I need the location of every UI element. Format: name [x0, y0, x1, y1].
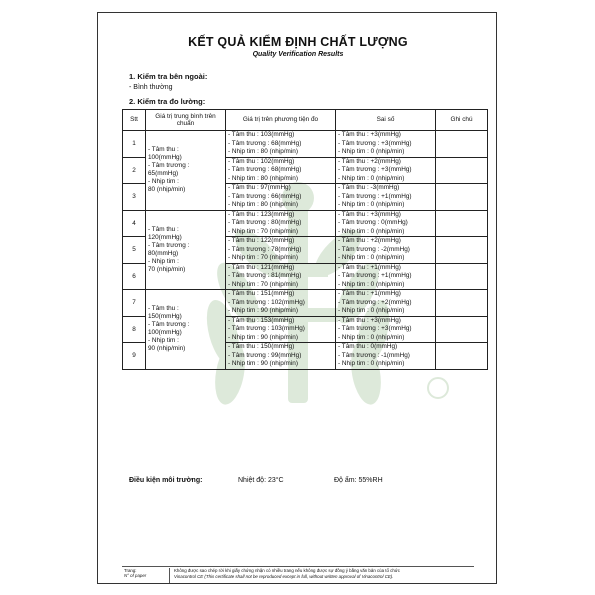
footer-page-label: Trang:: [124, 568, 137, 573]
measured-value-line: - Tâm trương : 68(mmHg): [228, 139, 302, 147]
error-value-line: - Tâm thu : 0(mmHg): [338, 343, 398, 350]
reference-value-cell: [146, 131, 226, 211]
measured-value-line: - Nhịp tim : 80 (nhịp/min): [228, 201, 298, 208]
measured-value-cell: [226, 316, 336, 343]
error-value-cell: [336, 343, 436, 370]
row-stt: 3: [123, 184, 146, 211]
measured-value-line: - Tâm thu : 150(mmHg): [228, 343, 295, 350]
footer-notice-vi: Không được sao chép rời khi giấy chứng nhận có nhiều trang nếu không được sự đồng ý bằng văn bản của tổ chức: [174, 568, 400, 573]
measured-value-line: - Tâm thu : 122(mmHg): [228, 237, 295, 244]
measured-value-line: - Tâm thu : 102(mmHg): [228, 157, 295, 165]
section-measurement-check-heading: 2. Kiểm tra đo lường:: [129, 97, 206, 106]
results-table: [122, 109, 488, 370]
measured-value-line: - Tâm trương : 66(mmHg): [228, 192, 302, 200]
measured-value-line: - Nhịp tim : 80 (nhịp/min): [228, 174, 298, 182]
measured-value-line: - Tâm thu : 103(mmHg): [228, 131, 295, 138]
reference-value-line: 80(mmHg): [148, 249, 179, 257]
reference-value-line: - Tâm trương :: [148, 162, 190, 170]
row-stt: 7: [123, 290, 146, 317]
error-value-line: - Tâm thu : +2(mmHg): [338, 237, 401, 244]
measured-value-line: - Nhịp tim : 70 (nhịp/min): [228, 280, 298, 288]
measured-value-line: - Nhịp tim : 90 (nhịp/min): [228, 333, 298, 341]
error-value-line: - Nhịp tim : 0 (nhịp/min): [338, 360, 405, 367]
measured-value-line: - Nhịp tim : 90 (nhịp/min): [228, 307, 298, 314]
environment-humidity: Độ ẩm: 55%RH: [334, 477, 383, 484]
measured-value-cell: [226, 131, 336, 158]
error-value-line: - Tâm trương : -1(mmHg): [338, 351, 410, 359]
reference-value-line: - Tâm thu :: [148, 225, 179, 233]
reference-value-line: - Tâm thu :: [148, 146, 179, 154]
table-row: [123, 290, 488, 317]
measured-value-line: - Tâm thu : 97(mmHg): [228, 184, 291, 191]
measured-value-cell: [226, 157, 336, 184]
error-value-line: - Tâm thu : +2(mmHg): [338, 157, 401, 165]
measured-value-cell: [226, 290, 336, 317]
error-value-line: - Tâm trương : -2(mmHg): [338, 245, 410, 253]
row-stt: 8: [123, 316, 146, 343]
row-stt: 5: [123, 237, 146, 264]
reference-value-line: - Tâm trương :: [148, 321, 190, 329]
note-cell: [436, 237, 488, 264]
error-value-cell: [336, 184, 436, 211]
error-value-cell: [336, 237, 436, 264]
footer-notice: [174, 568, 474, 579]
measured-value-cell: [226, 210, 336, 237]
note-cell: [436, 263, 488, 290]
certificate-page: [97, 12, 497, 584]
error-value-line: - Nhịp tim : 0 (nhịp/min): [338, 201, 405, 208]
error-value-line: - Nhịp tim : 0 (nhịp/min): [338, 254, 405, 261]
page-footer: [122, 566, 474, 584]
measured-value-line: - Tâm trương : 78(mmHg): [228, 245, 302, 253]
measured-value-line: - Tâm thu : 121(mmHg): [228, 263, 295, 271]
measured-value-cell: [226, 237, 336, 264]
error-value-cell: [336, 316, 436, 343]
header-reference: Giá trị trung bình trên chuẩn: [146, 110, 226, 131]
error-value-line: - Tâm thu : +3(mmHg): [338, 316, 401, 324]
measured-value-line: - Tâm thu : 153(mmHg): [228, 316, 295, 324]
note-cell: [436, 157, 488, 184]
reference-value-line: 120(mmHg): [148, 233, 182, 241]
measured-value-cell: [226, 263, 336, 290]
row-stt: 6: [123, 263, 146, 290]
measured-value-cell: [226, 184, 336, 211]
error-value-cell: [336, 131, 436, 158]
error-value-cell: [336, 263, 436, 290]
error-value-line: - Nhịp tim : 0 (nhịp/min): [338, 174, 405, 182]
table-row: [123, 131, 488, 158]
error-value-cell: [336, 210, 436, 237]
measured-value-line: - Tâm trương : 103(mmHg): [228, 325, 305, 332]
reference-value-line: 150(mmHg): [148, 313, 182, 321]
error-value-line: - Tâm trương : 0(mmHg): [338, 219, 408, 226]
measured-value-line: - Tâm thu : 123(mmHg): [228, 210, 295, 218]
measured-value-line: - Tâm trương : 102(mmHg): [228, 298, 305, 306]
reference-value-line: 100(mmHg): [148, 329, 182, 337]
measured-value-line: - Tâm trương : 99(mmHg): [228, 351, 302, 359]
footer-page-label-en: N° of paper: [124, 573, 147, 578]
reference-value-line: - Nhịp tim :: [148, 257, 179, 265]
error-value-line: - Tâm trương : +1(mmHg): [338, 192, 412, 200]
error-value-line: - Tâm trương : +2(mmHg): [338, 298, 412, 306]
table-header-row: [123, 110, 488, 131]
header-measured: Giá trị trên phương tiện đo: [226, 110, 336, 131]
reference-value-line: 100(mmHg): [148, 154, 182, 162]
row-stt: 4: [123, 210, 146, 237]
measured-value-line: - Tâm thu : 151(mmHg): [228, 290, 295, 297]
footer-notice-en: Vinacontrol CE (This certificate shall not be reproduced except in full, without written approval of Vinacontrol CE).: [174, 573, 394, 579]
document-subtitle: Quality Verification Results: [252, 51, 344, 58]
environment-temperature: Nhiệt độ: 23°C: [238, 477, 284, 484]
error-value-line: - Tâm trương : +3(mmHg): [338, 166, 412, 173]
note-cell: [436, 184, 488, 211]
reference-value-line: - Tâm trương :: [148, 241, 190, 249]
measured-value-line: - Nhịp tim : 80 (nhịp/min): [228, 148, 298, 155]
note-cell: [436, 210, 488, 237]
error-value-line: - Nhịp tim : 0 (nhịp/min): [338, 333, 405, 341]
error-value-cell: [336, 157, 436, 184]
measured-value-cell: [226, 343, 336, 370]
measured-value-line: - Nhịp tim : 90 (nhịp/min): [228, 360, 298, 367]
error-value-line: - Tâm thu : -3(mmHg): [338, 184, 400, 191]
header-error: Sai số: [336, 110, 436, 131]
section-external-check-result: - Bình thường: [129, 84, 173, 91]
measured-value-line: - Tâm trương : 68(mmHg): [228, 166, 302, 173]
reference-value-line: 70 (nhịp/min): [148, 265, 186, 273]
table-row: [123, 210, 488, 237]
error-value-line: - Nhịp tim : 0 (nhịp/min): [338, 148, 405, 155]
row-stt: 1: [123, 131, 146, 158]
error-value-line: - Tâm thu : +1(mmHg): [338, 263, 401, 271]
reference-value-line: - Tâm thu :: [148, 305, 179, 313]
reference-value-cell: [146, 290, 226, 370]
section-external-check-heading: 1. Kiểm tra bên ngoài:: [129, 72, 208, 81]
note-cell: [436, 131, 488, 158]
error-value-line: - Tâm trương : +3(mmHg): [338, 325, 412, 332]
reference-value-line: 90 (nhịp/min): [148, 345, 186, 353]
reference-value-cell: [146, 210, 226, 290]
measured-value-line: - Nhịp tim : 70 (nhịp/min): [228, 254, 298, 261]
error-value-line: - Nhịp tim : 0 (nhịp/min): [338, 307, 405, 314]
error-value-line: - Tâm thu : +1(mmHg): [338, 290, 401, 297]
note-cell: [436, 290, 488, 317]
error-value-line: - Tâm thu : +3(mmHg): [338, 131, 401, 138]
measured-value-line: - Tâm trương : 80(mmHg): [228, 219, 302, 226]
reference-value-line: - Nhịp tim :: [148, 178, 179, 186]
error-value-line: - Nhịp tim : 0 (nhịp/min): [338, 280, 405, 288]
measured-value-line: - Tâm trương : 81(mmHg): [228, 272, 302, 279]
note-cell: [436, 316, 488, 343]
error-value-line: - Tâm trương : +3(mmHg): [338, 139, 412, 147]
footer-page-number-box: [122, 568, 170, 584]
error-value-line: - Nhịp tim : 0 (nhịp/min): [338, 227, 405, 235]
note-cell: [436, 343, 488, 370]
document-title: KẾT QUẢ KIỂM ĐỊNH CHẤT LƯỢNG: [188, 35, 408, 49]
header-note: Ghi chú: [436, 110, 488, 131]
reference-value-line: - Nhịp tim :: [148, 337, 179, 345]
header-stt: Stt: [123, 110, 146, 131]
error-value-line: - Tâm thu : +3(mmHg): [338, 210, 401, 218]
reference-value-line: 65(mmHg): [148, 170, 179, 178]
error-value-line: - Tâm trương : +1(mmHg): [338, 272, 412, 279]
environment-label: Điều kiện môi trường:: [129, 477, 203, 484]
measured-value-line: - Nhịp tim : 70 (nhịp/min): [228, 227, 298, 235]
row-stt: 2: [123, 157, 146, 184]
row-stt: 9: [123, 343, 146, 370]
error-value-cell: [336, 290, 436, 317]
reference-value-line: 80 (nhịp/min): [148, 186, 186, 194]
